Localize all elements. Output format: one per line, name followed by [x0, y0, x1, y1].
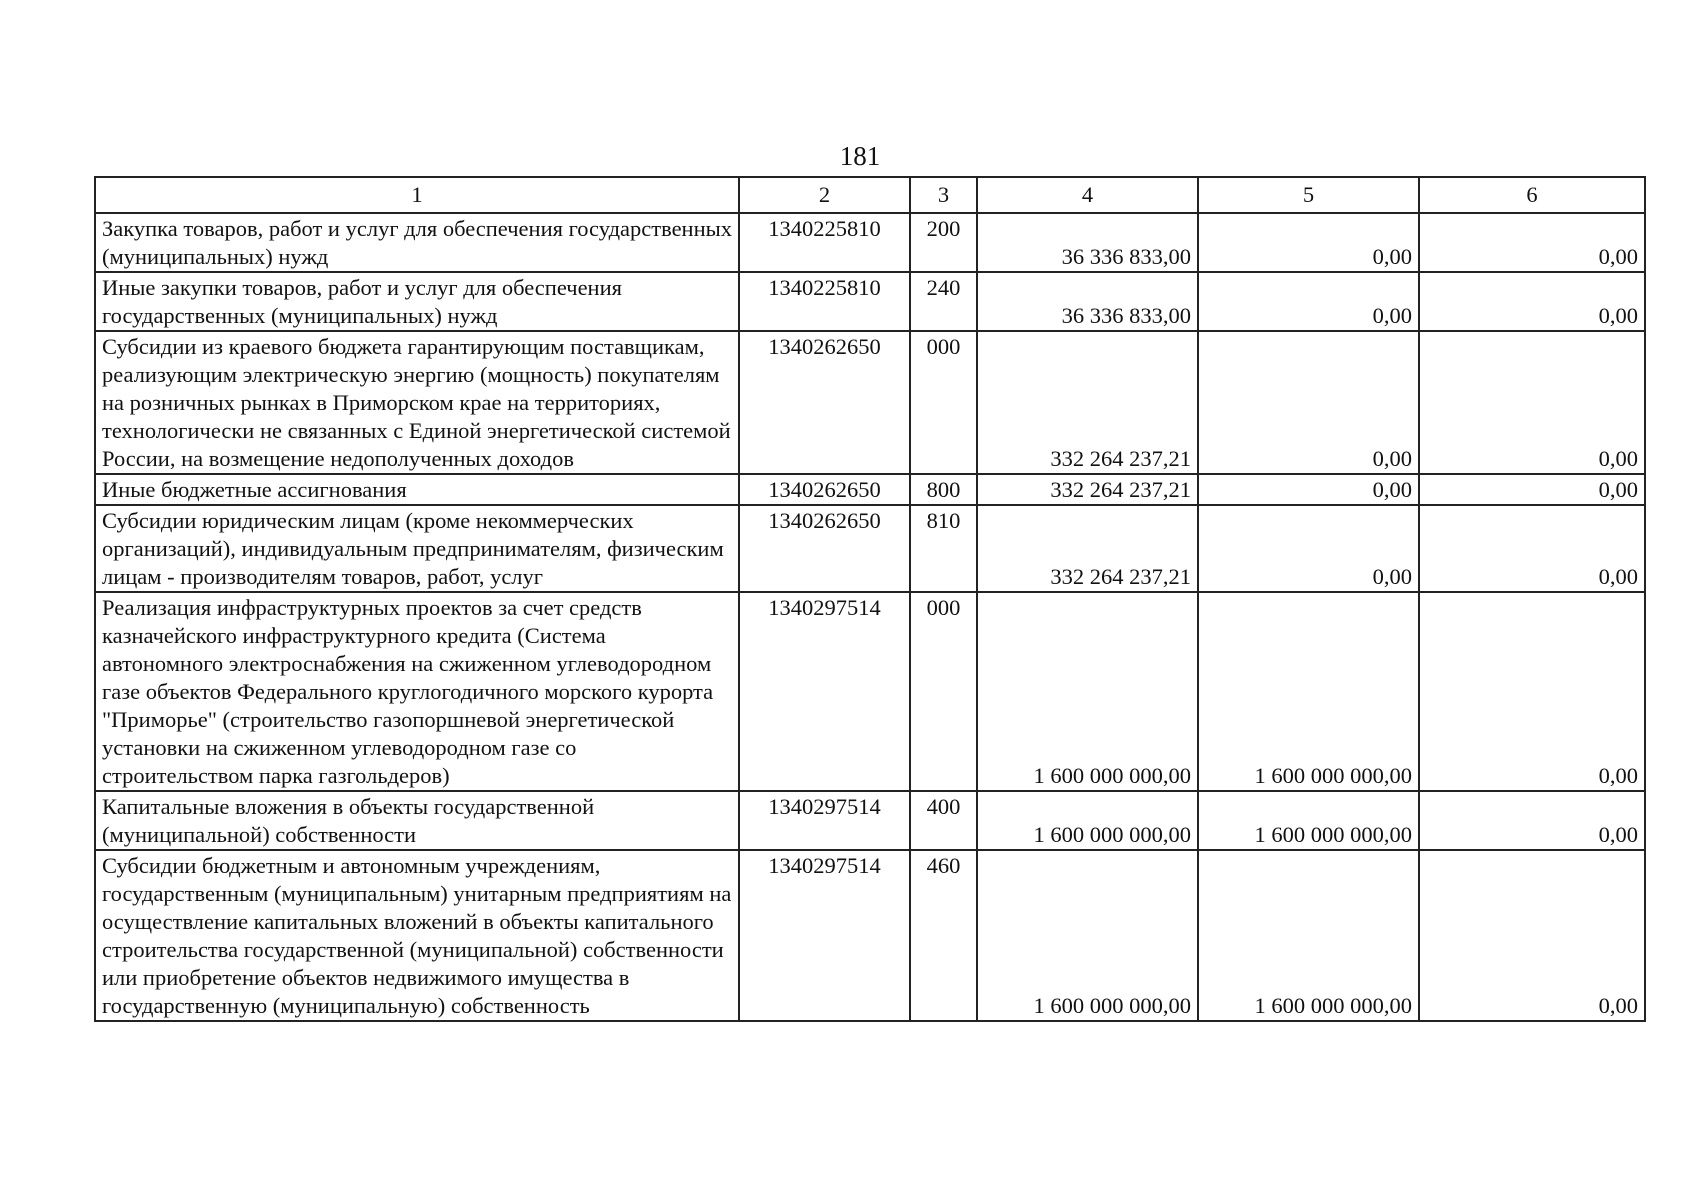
row-amount-4: 36 336 833,00 — [977, 213, 1198, 272]
row-amount-5: 0,00 — [1198, 213, 1419, 272]
row-amount-4: 36 336 833,00 — [977, 272, 1198, 331]
table-row — [95, 592, 1645, 791]
row-type: 200 — [910, 213, 977, 272]
table-row — [95, 272, 1645, 331]
row-amount-6: 0,00 — [1419, 213, 1645, 272]
row-name: Реализация инфраструктурных проектов за счет средств казначейского инфраструктурного кредита (Система автономного электроснабжения на сжиженном углеводородном газе объектов Федерального круглогодичного морского курорта "Приморье" (строительство газопоршневой энергетической установки на сжиженном углеводородном газе со строительством парка газгольдеров) — [95, 592, 739, 791]
row-type: 240 — [910, 272, 977, 331]
row-type: 810 — [910, 505, 977, 592]
row-type: 000 — [910, 592, 977, 791]
row-code: 1340262650 — [739, 331, 910, 474]
row-amount-6: 0,00 — [1419, 331, 1645, 474]
row-type: 400 — [910, 791, 977, 850]
budget-table — [94, 176, 1646, 1022]
row-name: Субсидии бюджетным и автономным учреждениям, государственным (муниципальным) унитарным предприятиям на осуществление капитальных вложений в объекты капитального строительства государственной (муниципальной) собственности или приобретение объектов недвижимого имущества в государственную (муниципальную) собственность — [95, 850, 739, 1021]
column-header: 5 — [1198, 177, 1419, 213]
row-name: Субсидии из краевого бюджета гарантирующим поставщикам, реализующим электрическую энергию (мощность) покупателям на розничных рынках в Приморском крае на территориях, технологически не связанных с Единой энергетической системой России, на возмещение недополученных доходов — [95, 331, 739, 474]
row-amount-4: 1 600 000 000,00 — [977, 791, 1198, 850]
column-header: 2 — [739, 177, 910, 213]
table-row — [95, 850, 1645, 1021]
row-amount-4: 332 264 237,21 — [977, 474, 1198, 505]
row-amount-6: 0,00 — [1419, 505, 1645, 592]
row-code: 1340225810 — [739, 272, 910, 331]
row-name: Капитальные вложения в объекты государственной (муниципальной) собственности — [95, 791, 739, 850]
row-amount-5: 1 600 000 000,00 — [1198, 592, 1419, 791]
row-name: Закупка товаров, работ и услуг для обеспечения государственных (муниципальных) нужд — [95, 213, 739, 272]
column-number-row — [95, 177, 1645, 213]
row-type: 800 — [910, 474, 977, 505]
row-code: 1340225810 — [739, 213, 910, 272]
row-amount-4: 332 264 237,21 — [977, 505, 1198, 592]
column-header: 1 — [95, 177, 739, 213]
row-type: 000 — [910, 331, 977, 474]
row-amount-5: 0,00 — [1198, 505, 1419, 592]
row-amount-6: 0,00 — [1419, 272, 1645, 331]
row-name: Субсидии юридическим лицам (кроме некоммерческих организаций), индивидуальным предпринимателям, физическим лицам - производителям товаров, работ, услуг — [95, 505, 739, 592]
row-amount-6: 0,00 — [1419, 791, 1645, 850]
row-code: 1340262650 — [739, 474, 910, 505]
row-amount-6: 0,00 — [1419, 474, 1645, 505]
row-code: 1340297514 — [739, 791, 910, 850]
table-row — [95, 474, 1645, 505]
row-name: Иные бюджетные ассигнования — [95, 474, 739, 505]
row-code: 1340297514 — [739, 850, 910, 1021]
row-code: 1340262650 — [739, 505, 910, 592]
row-amount-6: 0,00 — [1419, 592, 1645, 791]
row-amount-5: 1 600 000 000,00 — [1198, 791, 1419, 850]
row-name: Иные закупки товаров, работ и услуг для обеспечения государственных (муниципальных) нужд — [95, 272, 739, 331]
row-amount-5: 0,00 — [1198, 331, 1419, 474]
column-header: 4 — [977, 177, 1198, 213]
row-type: 460 — [910, 850, 977, 1021]
column-header: 6 — [1419, 177, 1645, 213]
row-code: 1340297514 — [739, 592, 910, 791]
page-number: 181 — [839, 141, 881, 171]
table-row — [95, 791, 1645, 850]
row-amount-4: 1 600 000 000,00 — [977, 592, 1198, 791]
row-amount-5: 1 600 000 000,00 — [1198, 850, 1419, 1021]
table-row — [95, 505, 1645, 592]
row-amount-4: 1 600 000 000,00 — [977, 850, 1198, 1021]
row-amount-6: 0,00 — [1419, 850, 1645, 1021]
row-amount-4: 332 264 237,21 — [977, 331, 1198, 474]
table-row — [95, 331, 1645, 474]
row-amount-5: 0,00 — [1198, 272, 1419, 331]
table-row — [95, 213, 1645, 272]
column-header: 3 — [910, 177, 977, 213]
row-amount-5: 0,00 — [1198, 474, 1419, 505]
